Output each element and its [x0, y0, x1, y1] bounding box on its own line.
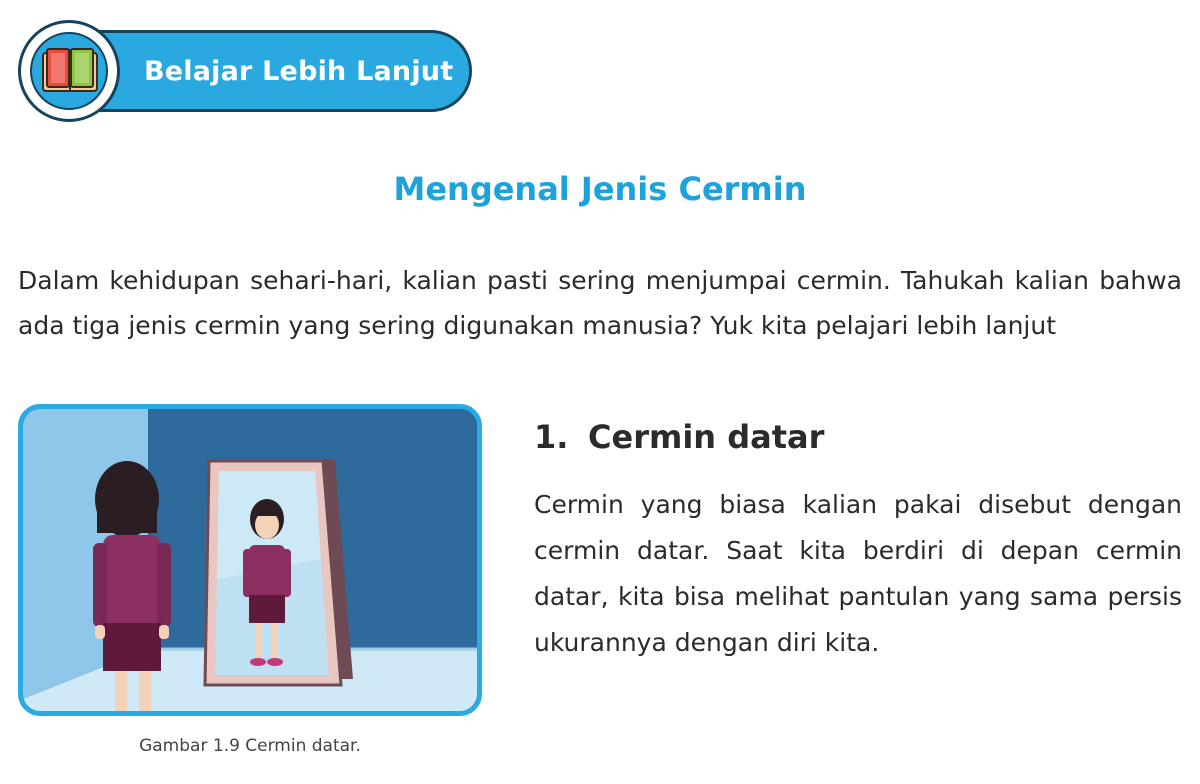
banner-label: Belajar Lebih Lanjut	[144, 56, 454, 87]
section-banner	[18, 20, 476, 116]
figure-illustration	[18, 404, 482, 716]
figure-caption: Gambar 1.9 Cermin datar.	[139, 736, 361, 756]
item-title: Cermin datar	[588, 418, 825, 456]
intro-paragraph: Dalam kehidupan sehari-hari, kalian pasti sering menjumpai cermin. Tahukah kalian bahwa ada tiga jenis cermin yang sering digunakan manusia? Yuk kita pelajari lebih lanjut	[18, 266, 1182, 340]
item-heading	[534, 418, 824, 456]
mirror-scene	[23, 409, 477, 711]
book-icon	[41, 47, 99, 97]
item-number: 1.	[534, 418, 569, 456]
section-title: Mengenal Jenis Cermin	[393, 170, 807, 208]
banner-badge	[18, 20, 120, 122]
item-paragraph: Cermin yang biasa kalian pakai disebut dengan cermin datar. Saat kita berdiri di depan cermin datar, kita bisa melihat pantulan yang sama persis ukurannya dengan diri kita.	[534, 490, 1182, 657]
